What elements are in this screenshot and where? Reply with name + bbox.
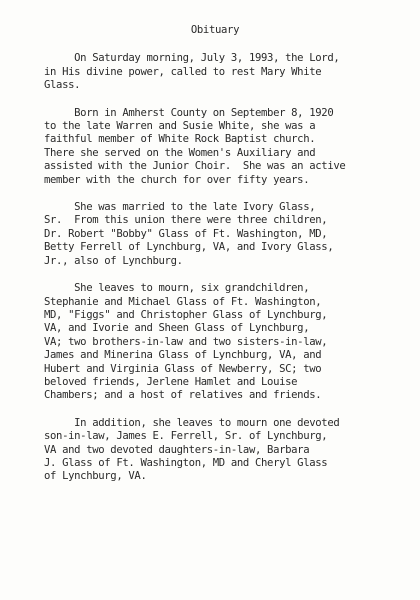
paragraph-in-laws: In addition, she leaves to mourn one devoted son-in-law, James E. Ferrell, Sr. of Lynchburg, VA and two devoted daughters-in-law, Barbara J. Glass of Ft. Washington, MD and Cheryl Glass of Lynchburg, VA. — [44, 416, 340, 483]
document-title: Obituary — [190, 24, 240, 36]
paragraph-marriage-children: She was married to the late Ivory Glass, Sr. From this union there were three children, Dr. Robert "Bobby" Glass of Ft. Washington, MD, Betty Ferrell of Lynchburg, VA, and Ivory Glass, Jr., also of Lynchburg. — [44, 201, 334, 267]
obituary-text — [44, 24, 374, 484]
paragraph-biography: Born in Amherst County on September 8, 1920 to the late Warren and Susie White, she was a faithful member of White Rock Baptist church. There she served on the Women's Auxiliary and assisted with the Junior Choir. She was an active member with the church for over fifty years. — [44, 106, 346, 186]
paragraph-death-notice: On Saturday morning, July 3, 1993, the Lord, in His divine power, called to rest Mary White Glass. — [44, 52, 340, 92]
paragraph-survivors: She leaves to mourn, six grandchildren, Stephanie and Michael Glass of Ft. Washington, MD, "Figgs" and Christopher Glass of Lynchburg, VA, and Ivorie and Sheen Glass of Lynchburg, VA; two brothers-in-law and two sisters-in-law, James and Minerina Glass of Lynchburg, VA, and Hubert and Virginia Glass of Newberry, SC; two beloved friends, Jerlene Hamlet and Louise Chambers; and a host of relatives and friends. — [44, 282, 328, 402]
